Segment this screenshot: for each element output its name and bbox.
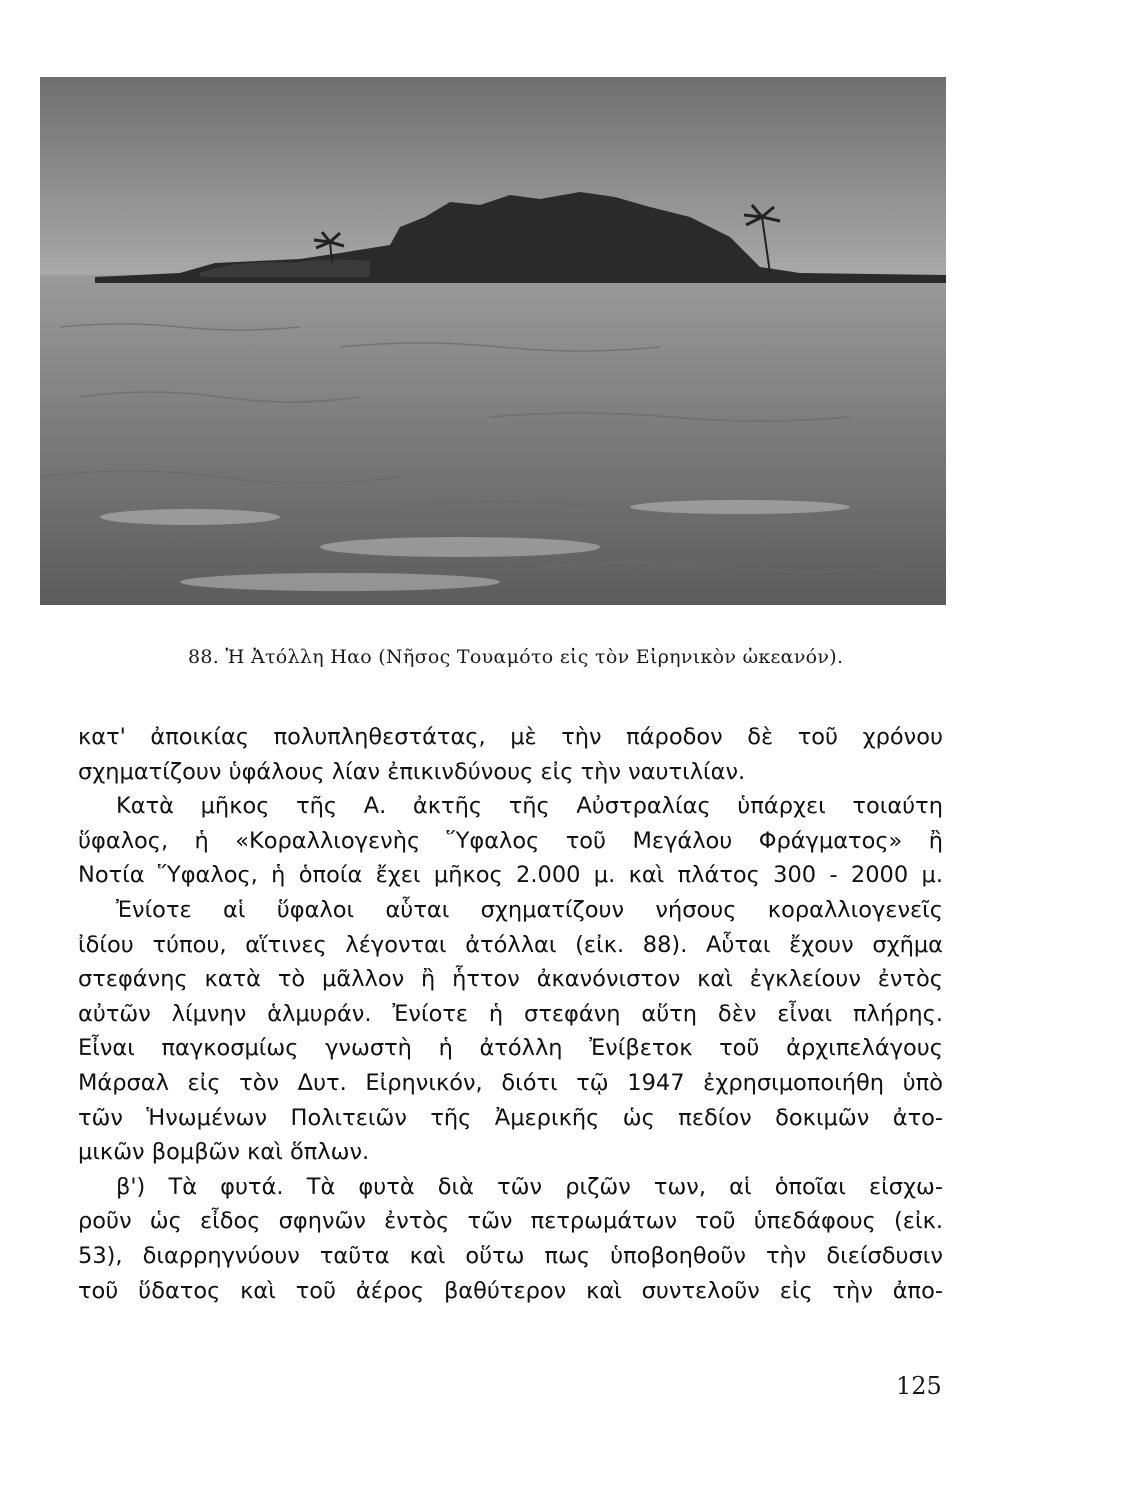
body-text bbox=[78, 720, 943, 1308]
text-line: 53), διαρρηγνύουν ταῦτα καὶ οὕτω πως ὑποβοηθοῦν τὴν διείσδυσιν bbox=[78, 1242, 943, 1269]
text-line: Μάρσαλ εἰς τὸν Δυτ. Εἰρηνικόν, διότι τῷ 1947 ἐχρησιμοποιήθη ὑπὸ bbox=[78, 1069, 943, 1096]
text-line: κατ' ἀποικίας πολυπληθεστάτας, μὲ τὴν πάροδον δὲ τοῦ χρόνου bbox=[78, 724, 943, 750]
text-line: β') Τὰ φυτά. Τὰ φυτὰ διὰ τῶν ριζῶν των, αἱ ὁποῖαι εἰσχω- bbox=[116, 1173, 943, 1200]
text-line: αὐτῶν λίμνην ἁλμυράν. Ἐνίοτε ἡ στεφάνη αὕτη δὲν εἶναι πλήρης. bbox=[78, 1000, 943, 1027]
figure-caption: 88. Ἡ Ἀτόλλη Ηαο (Νῆσος Τουαμότο εἰς τὸν Εἰρηνικὸν ὠκεανόν). bbox=[188, 646, 844, 668]
text-line: ροῦν ὡς εἶδος σφηνῶν ἐντὸς τῶν πετρωμάτων τοῦ ὑπεδάφους (εἰκ. bbox=[78, 1208, 943, 1235]
text-line: Κατὰ μῆκος τῆς Α. ἀκτῆς τῆς Αὐστραλίας ὑπάρχει τοιαύτη bbox=[116, 793, 943, 820]
text-line: στεφάνης κατὰ τὸ μᾶλλον ἢ ἧττον ἀκανόνιστον καὶ ἐγκλείουν ἐντὸς bbox=[78, 966, 943, 993]
text-line: τοῦ ὕδατος καὶ τοῦ ἀέρος βαθύτερον καὶ συντελοῦν εἰς τὴν ἀπο- bbox=[78, 1277, 943, 1304]
text-line: μικῶν βομβῶν καὶ ὅπλων. bbox=[78, 1139, 370, 1166]
text-line: Ἐνίοτε αἱ ὕφαλοι αὗται σχηματίζουν νήσους κοραλλιογενεῖς bbox=[116, 896, 943, 923]
text-line: ἰδίου τύπου, αἵτινες λέγονται ἀτόλλαι (εἰκ. 88). Αὗται ἔχουν σχῆμα bbox=[78, 931, 943, 958]
text-line: Νοτία Ὕφαλος, ἡ ὁποία ἔχει μῆκος 2.000 μ. καὶ πλάτος 300 - 2000 μ. bbox=[78, 862, 943, 889]
text-line: Εἶναι παγκοσμίως γνωστὴ ἡ ἀτόλλη Ἐνίβετοκ τοῦ ἀρχιπελάγους bbox=[78, 1035, 943, 1062]
atoll-photo-graphic bbox=[40, 77, 946, 605]
page-number: 125 bbox=[896, 1372, 942, 1400]
text-line: ὕφαλος, ἡ «Κοραλλιογενὴς Ὕφαλος τοῦ Μεγάλου Φράγματος» ἢ bbox=[78, 827, 943, 854]
text-line: τῶν Ἡνωμένων Πολιτειῶν τῆς Ἀμερικῆς ὡς πεδίον δοκιμῶν ἀτο- bbox=[78, 1104, 943, 1131]
atoll-photo bbox=[40, 77, 946, 605]
text-line: σχηματίζουν ὑφάλους λίαν ἐπικινδύνους εἰς τὴν ναυτιλίαν. bbox=[78, 758, 746, 785]
